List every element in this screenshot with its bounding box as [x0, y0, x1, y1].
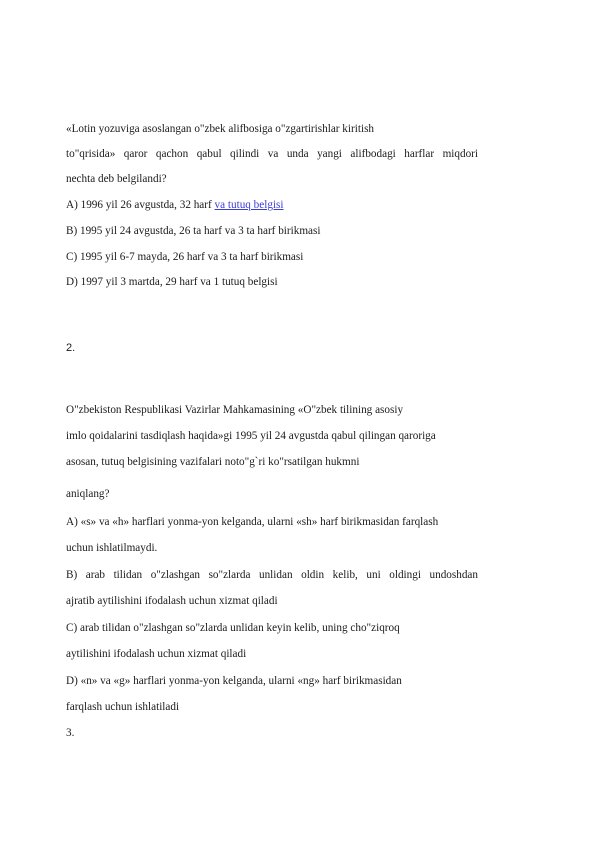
question-2-option-c-line-1: C) arab tilidan o"zlashgan so"zlarda unlidan keyin kelib, uning cho"ziqroq	[66, 622, 400, 634]
question-3-number: 3.	[66, 727, 75, 739]
question-2-option-c-line-2: aytilishini ifodalash uchun xizmat qiladi	[66, 648, 247, 660]
question-2-text-line-1: O"zbekiston Respublikasi Vazirlar Mahkamasining «O"zbek tilining asosiy	[66, 404, 404, 416]
tutuq-belgisi-link[interactable]: va tutuq belgisi	[214, 199, 284, 211]
question-1-text-line-2: to"qrisida» qaror qachon qabul qilindi va unda yangi alifbodagi harflar miqdori	[66, 148, 478, 160]
question-2-option-a-line-1: A) «s» va «h» harflari yonma-yon kelganda, ularni «sh» harf birikmasidan farqlash	[66, 516, 439, 528]
question-1-text-line-1: «Lotin yozuviga asoslangan o"zbek alifbosiga o"zgartirishlar kiritish	[66, 123, 375, 135]
question-1-option-b: B) 1995 yil 24 avgustda, 26 ta harf va 3 ta harf birikmasi	[66, 225, 321, 237]
question-2-text-line-3: asosan, tutuq belgisining vazifalari noto"g`ri ko"rsatilgan hukmni	[66, 456, 360, 468]
question-2-option-d-line-2: farqlash uchun ishlatiladi	[66, 701, 180, 713]
question-2-number: 2.	[66, 342, 76, 354]
question-1-option-a-text: A) 1996 yil 26 avgustda, 32 harf	[66, 199, 215, 211]
question-2-option-a-line-2: uchun ishlatilmaydi.	[66, 542, 158, 554]
question-2-option-b-line-2: ajratib aytilishini ifodalash uchun xizmat qiladi	[66, 595, 278, 607]
question-2-option-d-line-1: D) «n» va «g» harflari yonma-yon kelganda, ularni «ng» harf birikmasidan	[66, 675, 402, 687]
question-2-text-line-4: aniqlang?	[66, 488, 110, 500]
question-1-option-d: D) 1997 yil 3 martda, 29 harf va 1 tutuq belgisi	[66, 276, 278, 288]
question-1-option-a	[66, 198, 284, 212]
question-1-option-c: C) 1995 yil 6-7 mayda, 26 harf va 3 ta harf birikmasi	[66, 251, 304, 263]
question-2-option-b-line-1: B) arab tilidan o"zlashgan so"zlarda unlidan oldin kelib, uni oldingi undoshdan	[66, 569, 478, 581]
question-1-text-line-3: nechta deb belgilandi?	[66, 173, 167, 185]
question-2-text-line-2: imlo qoidalarini tasdiqlash haqida»gi 1995 yil 24 avgustda qabul qilingan qaroriga	[66, 430, 436, 442]
